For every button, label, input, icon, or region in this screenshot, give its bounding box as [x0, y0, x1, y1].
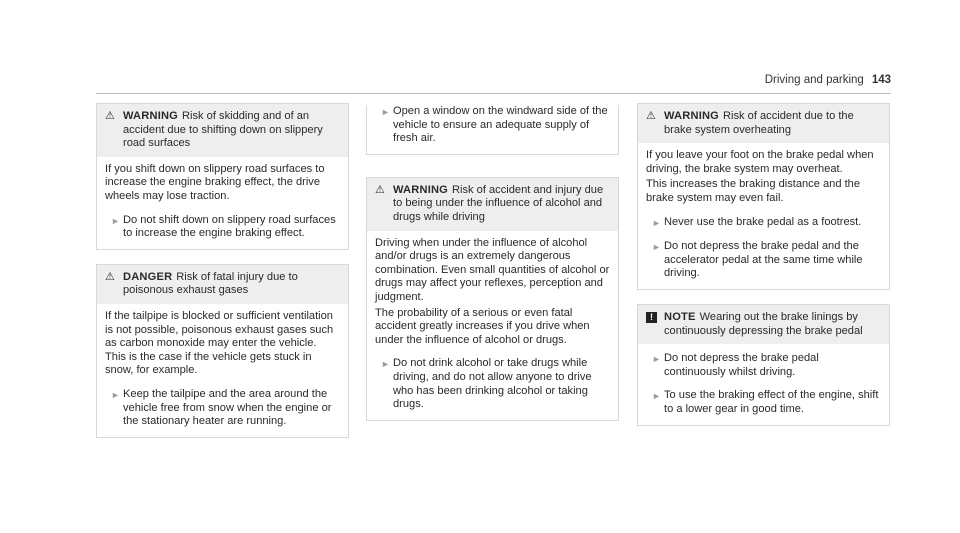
column-3	[637, 103, 890, 440]
instruction-item: ► Keep the tailpipe and the area around the vehicle free from snow when the engine or the stationary heater are running.	[105, 388, 340, 429]
warning-body: This increases the braking distance and the brake system may even fail.	[646, 178, 860, 204]
note-box-brake-linings	[637, 304, 890, 426]
arrow-bullet-icon: ►	[652, 391, 661, 402]
column-2	[366, 103, 619, 435]
warning-box-skidding	[96, 103, 349, 250]
note-keyword: NOTE	[664, 310, 696, 323]
exclamation-square-icon: !	[646, 312, 657, 323]
instruction-item: ► To use the braking effect of the engine, shift to a lower gear in good time.	[646, 389, 881, 416]
danger-keyword: DANGER	[123, 270, 173, 283]
note-heading: Wearing out the brake linings by continuously depressing the brake pedal	[664, 310, 863, 337]
warning-box-brake	[637, 103, 890, 290]
warning-body: If you shift down on slippery road surfaces to increase the engine braking effect, the drive wheels may lose traction.	[105, 162, 325, 202]
instruction-item: ► Never use the brake pedal as a footrest.	[646, 216, 881, 231]
warning-heading: Risk of accident due to the brake system overheating	[664, 110, 854, 136]
warning-keyword: WARNING	[393, 183, 449, 196]
warning-box-alcohol	[366, 177, 619, 421]
warning-body: If you leave your foot on the brake pedal when driving, the brake system may overheat.	[646, 149, 874, 175]
instruction-item: ► Do not drink alcohol or take drugs while driving, and do not allow anyone to drive who has been drinking alcohol or taking drugs.	[375, 357, 610, 411]
danger-box-exhaust	[96, 264, 349, 438]
page-number: 143	[871, 74, 891, 86]
warning-triangle-icon: ⚠	[646, 110, 656, 122]
instruction-item: ► Do not shift down on slippery road surfaces to increase the engine braking effect.	[105, 214, 340, 241]
warning-body: The probability of a serious or even fatal accident greatly increases if you drive when under the influence of alcohol or drugs.	[375, 306, 590, 346]
arrow-bullet-icon: ►	[381, 107, 390, 117]
warning-header	[97, 104, 348, 157]
arrow-bullet-icon: ►	[652, 242, 661, 253]
danger-heading: Risk of fatal injury due to poisonous exhaust gases	[123, 270, 298, 297]
instruction-item: ► Do not depress the brake pedal and the accelerator pedal at the same time while driving.	[646, 240, 881, 281]
warning-header	[638, 104, 889, 143]
warning-keyword: WARNING	[123, 110, 179, 122]
column-1	[96, 103, 349, 452]
arrow-bullet-icon: ►	[652, 354, 661, 365]
section-title: Driving and parking	[764, 74, 864, 86]
warning-triangle-icon: ⚠	[375, 183, 385, 196]
warning-keyword: WARNING	[664, 110, 720, 122]
warning-triangle-icon: ⚠	[105, 270, 115, 283]
arrow-bullet-icon: ►	[111, 389, 120, 400]
danger-header	[97, 265, 348, 304]
continued-instruction	[366, 105, 619, 155]
running-header	[765, 74, 891, 86]
warning-heading: Risk of accident and injury due to being under the influence of alcohol and drugs while driving	[393, 183, 604, 223]
warning-header	[367, 178, 618, 231]
instruction-item: ► Do not depress the brake pedal continuously whilst driving.	[646, 352, 881, 379]
danger-body: If the tailpipe is blocked or sufficient ventilation is not possible, poisonous exhaust gases such as carbon monoxide may enter the vehicle. This is the case if the vehicle gets stuck in snow, for example.	[105, 309, 334, 377]
arrow-bullet-icon: ►	[111, 215, 120, 226]
arrow-bullet-icon: ►	[381, 359, 390, 370]
warning-triangle-icon: ⚠	[105, 110, 115, 122]
warning-heading: Risk of skidding and of an accident due to shifting down on slippery road surfaces	[123, 110, 323, 150]
instruction-item: ► Open a window on the windward side of the vehicle to ensure an adequate supply of fresh air.	[375, 105, 610, 146]
arrow-bullet-icon: ►	[652, 217, 661, 228]
warning-body: Driving when under the influence of alcohol and/or drugs is an extremely dangerous combination. Even small quantities of alcohol or drugs may affect your reflexes, perception and judgment.	[375, 236, 610, 303]
header-divider	[96, 93, 891, 94]
note-header	[638, 305, 889, 344]
